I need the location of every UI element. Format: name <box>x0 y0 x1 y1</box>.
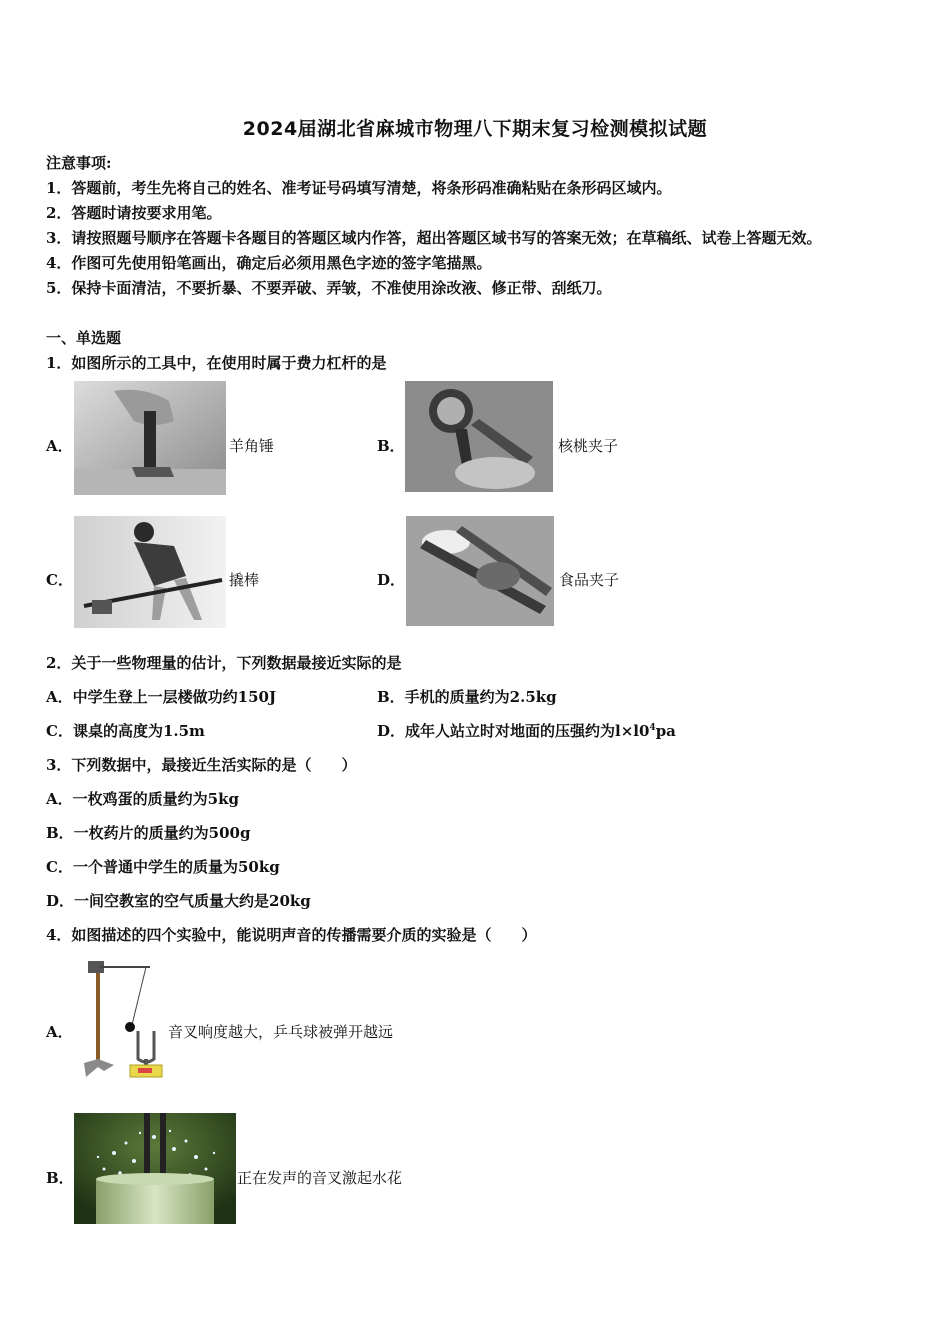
q1-option-d-letter: D． <box>377 571 406 589</box>
q2-option-c: C．课桌的高度为1.5m <box>46 722 205 740</box>
question-1-stem: 1．如图所示的工具中，在使用时属于费力杠杆的是 <box>46 354 387 372</box>
q1-option-c-letter: C． <box>46 571 73 589</box>
question-4-stem: 4．如图描述的四个实验中，能说明声音的传播需要介质的实验是（ ） <box>46 926 537 944</box>
q4-option-a-letter: A． <box>46 1023 73 1041</box>
q1-option-a-caption: 羊角锤 <box>229 437 275 455</box>
q1-option-b-letter: B． <box>377 437 405 455</box>
q1-option-c-caption: 撬棒 <box>229 571 260 589</box>
notice-item: 2．答题时请按要求用笔。 <box>46 204 222 222</box>
crowbar-photo <box>74 516 226 628</box>
q1-option-a-letter: A． <box>46 437 73 455</box>
notice-item: 3．请按照题号顺序在答题卡各题目的答题区域内作答，超出答题区域书写的答案无效；在草稿纸、试卷上答题无效。 <box>46 229 822 247</box>
q1-option-b-caption: 核桃夹子 <box>558 437 619 455</box>
q3-option-c: C．一个普通中学生的质量为50kg <box>46 858 280 876</box>
notice-item: 1．答题前，考生先将自己的姓名、准考证号码填写清楚，将条形码准确粘贴在条形码区域内。 <box>46 179 672 197</box>
food-tongs-photo <box>406 516 554 626</box>
q3-option-b: B．一枚药片的质量约为500g <box>46 824 251 842</box>
tuning-fork-ball-diagram <box>74 955 166 1081</box>
notice-item: 5．保持卡面清洁，不要折暴、不要弄破、弄皱，不准使用涂改液、修正带、刮纸刀。 <box>46 279 612 297</box>
page-title: 2024届湖北省麻城市物理八下期末复习检测模拟试题 <box>242 118 708 140</box>
tuning-fork-water-photo <box>74 1113 236 1224</box>
q4-option-a-caption: 音叉响度越大，乒乓球被弹开越远 <box>168 1023 394 1041</box>
q4-option-b-letter: B． <box>46 1169 74 1187</box>
claw-hammer-photo <box>74 381 226 495</box>
notice-heading: 注意事项: <box>46 154 112 172</box>
question-3-stem: 3．下列数据中，最接近生活实际的是（ ） <box>46 756 357 774</box>
q3-option-a: A．一枚鸡蛋的质量约为5kg <box>46 790 239 808</box>
q2-option-b: B．手机的质量约为2.5kg <box>377 688 557 706</box>
section-heading: 一、单选题 <box>46 329 122 347</box>
q3-option-d: D．一间空教室的空气质量大约是20kg <box>46 892 311 910</box>
q2-option-a: A．中学生登上一层楼做功约150J <box>46 688 277 706</box>
q2-option-d: D．成年人站立时对地面的压强约为$l\times l0^4pa$ <box>377 722 676 740</box>
notice-item: 4．作图可先使用铅笔画出，确定后必须用黑色字迹的签字笔描黑。 <box>46 254 492 272</box>
nutcracker-photo <box>405 381 553 492</box>
q1-option-d-caption: 食品夹子 <box>559 571 620 589</box>
question-2-stem: 2．关于一些物理量的估计，下列数据最接近实际的是 <box>46 654 402 672</box>
q4-option-b-caption: 正在发声的音叉激起水花 <box>237 1169 403 1187</box>
